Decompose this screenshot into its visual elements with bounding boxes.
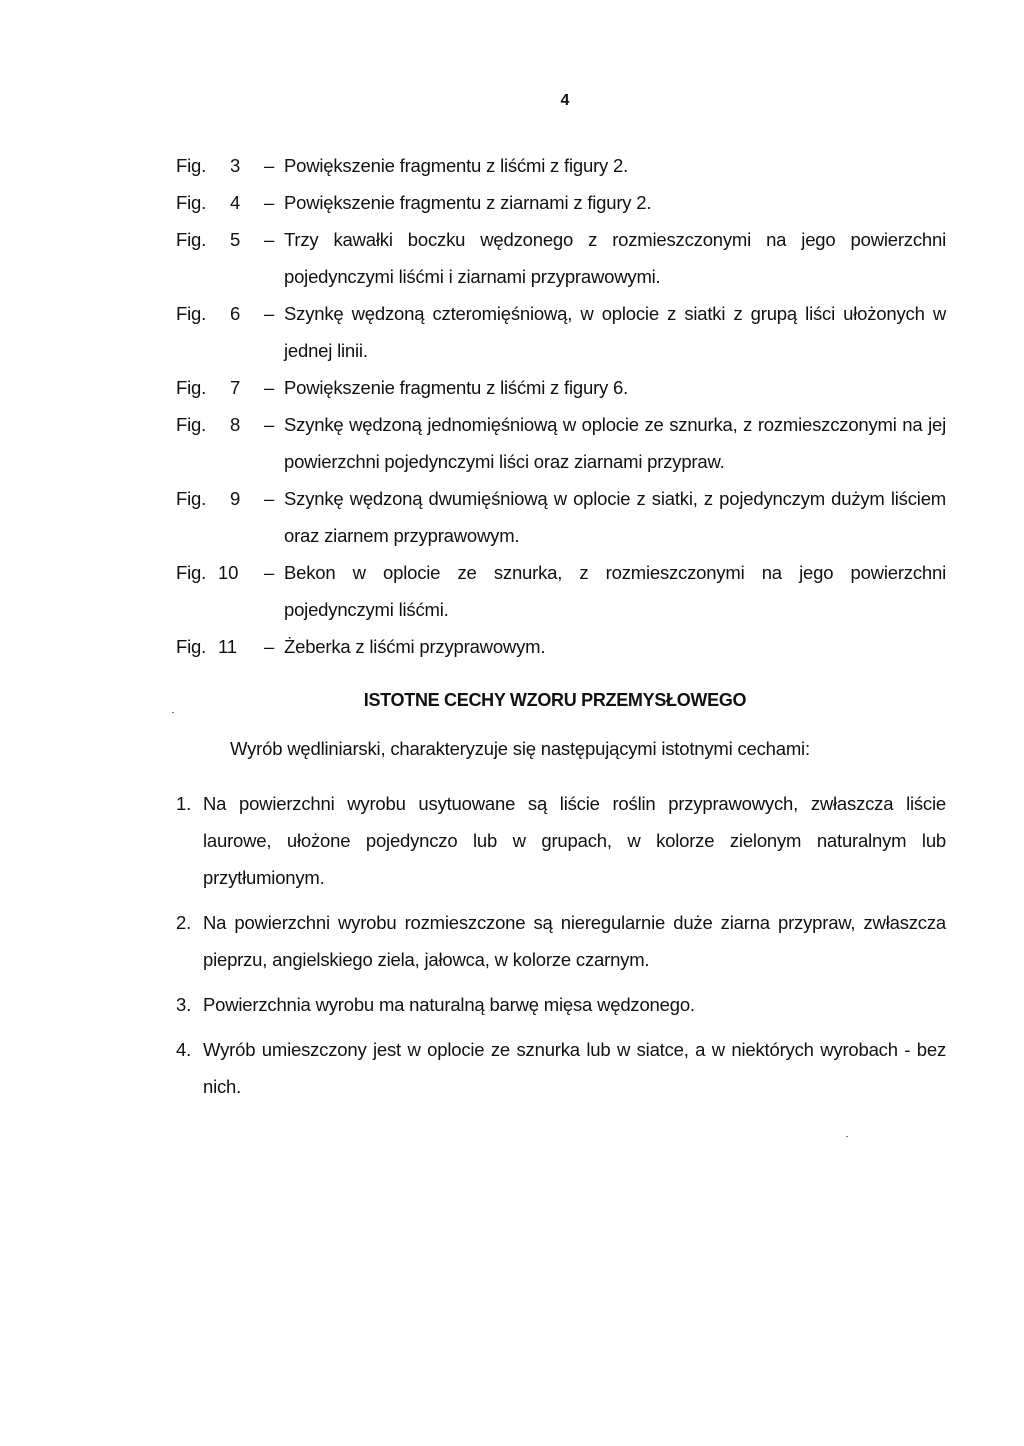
figure-number: 4 bbox=[230, 192, 241, 213]
figure-number: 11 bbox=[218, 636, 237, 657]
figure-caption: Szynkę wędzoną czteromięśniową, w oplocie z siatki z grupą liści ułożonych w jednej linii. bbox=[284, 303, 946, 361]
scan-speck bbox=[172, 712, 174, 713]
figure-dash: – bbox=[263, 229, 275, 250]
figure-item bbox=[176, 221, 946, 295]
figure-dash: – bbox=[263, 155, 275, 176]
figure-caption: Bekon w oplocie ze sznurka, z rozmieszczonymi na jego powierzchni pojedynczymi liśćmi. bbox=[284, 562, 946, 620]
figure-item bbox=[176, 554, 946, 628]
figure-caption: Żeberka z liśćmi przyprawowym. bbox=[284, 636, 546, 657]
figure-label: Fig. bbox=[176, 562, 207, 583]
feature-item bbox=[176, 986, 946, 1023]
intro-paragraph: Wyrób wędliniarski, charakteryzuje się następującymi istotnymi cechami: bbox=[230, 738, 810, 759]
feature-number: 2. bbox=[176, 912, 192, 933]
figure-number: 8 bbox=[230, 414, 241, 435]
feature-list bbox=[176, 785, 946, 1105]
figure-item bbox=[176, 406, 946, 480]
figure-number: 7 bbox=[230, 377, 241, 398]
figure-label: Fig. bbox=[176, 414, 207, 435]
figure-item bbox=[176, 480, 946, 554]
figure-caption: Powiększenie fragmentu z liśćmi z figury 2. bbox=[284, 155, 629, 176]
figure-dash: – bbox=[263, 192, 275, 213]
figure-item bbox=[176, 369, 946, 406]
feature-item bbox=[176, 1031, 946, 1105]
figure-dash: – bbox=[263, 414, 275, 435]
figure-item bbox=[176, 184, 946, 221]
figure-dash: – bbox=[263, 562, 275, 583]
figure-caption: Szynkę wędzoną dwumięśniową w oplocie z siatki, z pojedynczym dużym liściem oraz ziarnem przyprawowym. bbox=[284, 488, 946, 546]
figure-caption: Powiększenie fragmentu z liśćmi z figury 6. bbox=[284, 377, 629, 398]
feature-text: Na powierzchni wyrobu usytuowane są liście roślin przyprawowych, zwłaszcza liście laurowe, ułożone pojedynczo lub w grupach, w kolorze zielonym naturalnym lub przytłumionym. bbox=[203, 793, 946, 888]
figure-item bbox=[176, 147, 946, 184]
figure-label: Fig. bbox=[176, 488, 207, 509]
figure-caption: Szynkę wędzoną jednomięśniową w oplocie ze sznurka, z rozmieszczonymi na jej powierzchni pojedynczymi liści oraz ziarnami przypraw. bbox=[284, 414, 946, 472]
feature-text: Wyrób umieszczony jest w oplocie ze sznurka lub w siatce, a w niektórych wyrobach - bez nich. bbox=[203, 1039, 946, 1097]
figure-number: 3 bbox=[230, 155, 241, 176]
figure-label: Fig. bbox=[176, 229, 207, 250]
figure-number: 5 bbox=[230, 229, 241, 250]
figure-label: Fig. bbox=[176, 155, 207, 176]
page-number: 4 bbox=[560, 92, 570, 109]
figure-caption: Trzy kawałki boczku wędzonego z rozmieszczonymi na jego powierzchni pojedynczymi liśćmi i ziarnami przyprawowymi. bbox=[284, 229, 946, 287]
figure-list bbox=[176, 147, 946, 665]
figure-item bbox=[176, 628, 946, 665]
figure-label: Fig. bbox=[176, 192, 207, 213]
feature-number: 4. bbox=[176, 1039, 192, 1060]
feature-number: 3. bbox=[176, 994, 192, 1015]
figure-dash: – bbox=[263, 377, 275, 398]
feature-text: Powierzchnia wyrobu ma naturalną barwę mięsa wędzonego. bbox=[203, 994, 695, 1015]
section-heading: ISTOTNE CECHY WZORU PRZEMYSŁOWEGO bbox=[363, 690, 747, 710]
figure-dash: – bbox=[263, 303, 275, 324]
figure-number: 9 bbox=[230, 488, 241, 509]
figure-number: 10 bbox=[218, 562, 239, 583]
scan-speck bbox=[846, 1136, 848, 1137]
figure-item bbox=[176, 295, 946, 369]
figure-dash: – bbox=[263, 636, 275, 657]
figure-label: Fig. bbox=[176, 636, 207, 657]
feature-item bbox=[176, 785, 946, 896]
feature-item bbox=[176, 904, 946, 978]
figure-label: Fig. bbox=[176, 377, 207, 398]
figure-number: 6 bbox=[230, 303, 241, 324]
feature-number: 1. bbox=[176, 793, 192, 814]
feature-text: Na powierzchni wyrobu rozmieszczone są nieregularnie duże ziarna przypraw, zwłaszcza pieprzu, angielskiego ziela, jałowca, w kolorze czarnym. bbox=[203, 912, 946, 970]
figure-caption: Powiększenie fragmentu z ziarnami z figury 2. bbox=[284, 192, 652, 213]
figure-label: Fig. bbox=[176, 303, 207, 324]
figure-dash: – bbox=[263, 488, 275, 509]
